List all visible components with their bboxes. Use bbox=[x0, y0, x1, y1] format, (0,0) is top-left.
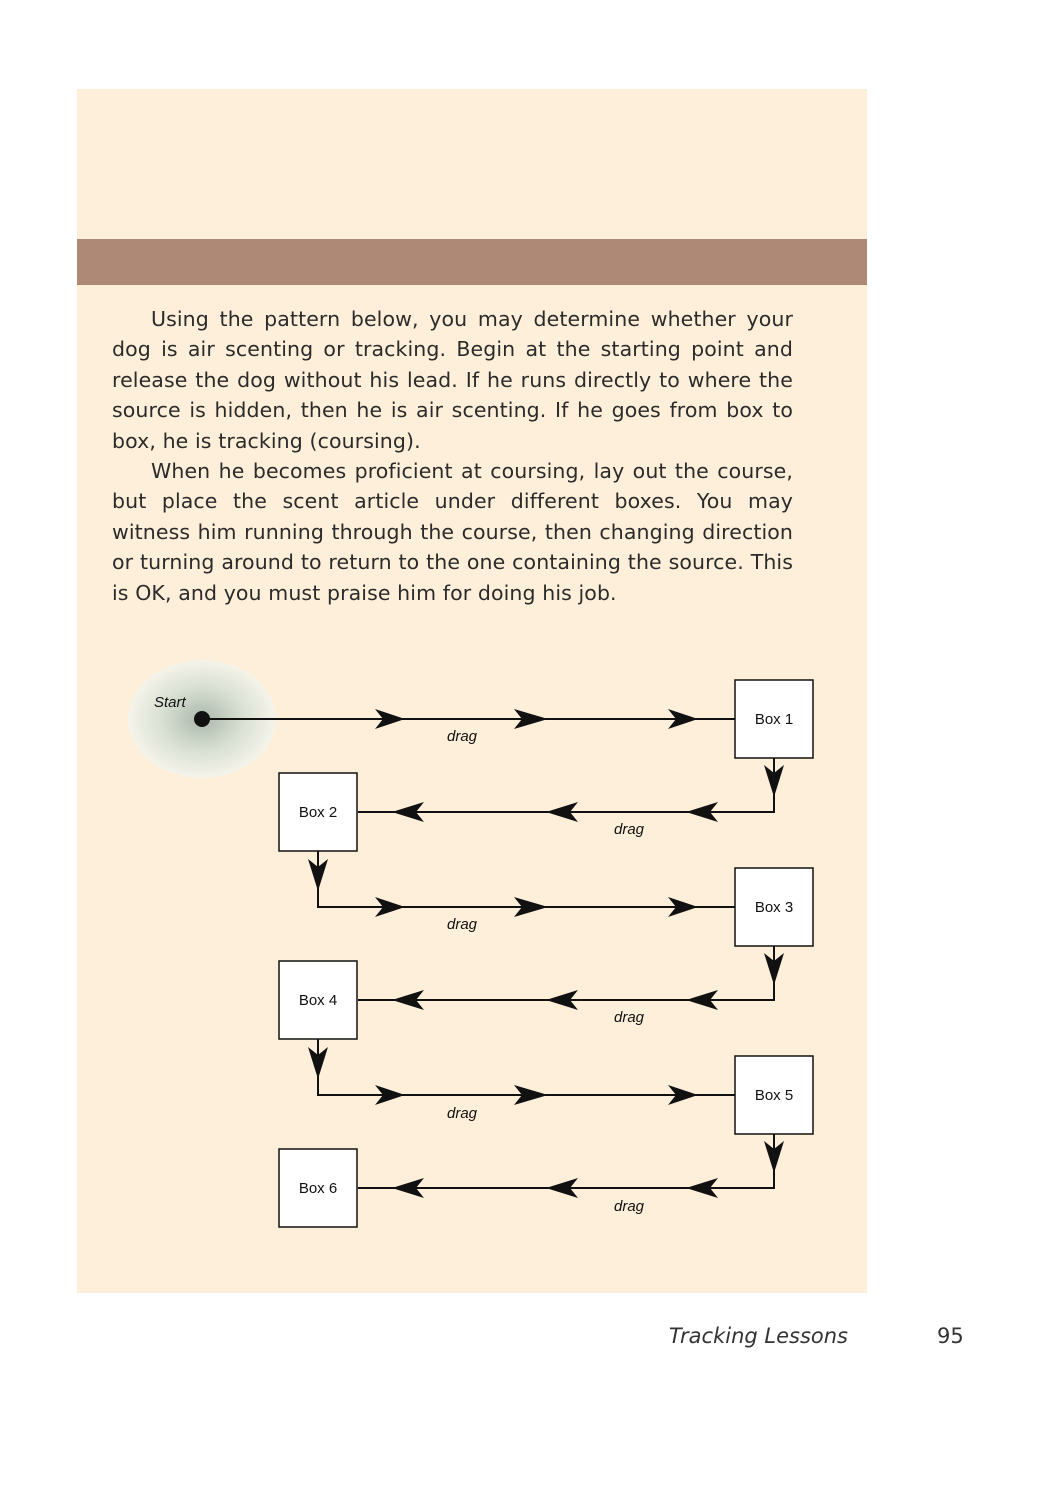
drag-label: drag bbox=[446, 728, 478, 745]
drag-label: drag bbox=[613, 821, 645, 838]
drag-label: drag bbox=[613, 1198, 645, 1215]
drag-label: drag bbox=[613, 1009, 645, 1026]
paragraph-1: Using the pattern below, you may determine whether your dog is air scenting or tracking. Begin at the starting point and release the dog without his lead. If he runs directly to where the source is hidden, then he is air scenting. If he goes from box to box, he is tracking (coursing). bbox=[112, 307, 793, 453]
page-number: 95 bbox=[937, 1324, 964, 1348]
drag-label: drag bbox=[446, 916, 478, 933]
drag-label: drag bbox=[446, 1105, 478, 1122]
box-6-label: Box 6 bbox=[298, 1180, 338, 1197]
start-label: Start bbox=[154, 694, 186, 711]
running-footer-title: Tracking Lessons bbox=[668, 1324, 848, 1348]
box-4-label: Box 4 bbox=[298, 992, 338, 1009]
box-2-label: Box 2 bbox=[298, 804, 338, 821]
box-3-label: Box 3 bbox=[754, 899, 794, 916]
box-5-label: Box 5 bbox=[754, 1087, 794, 1104]
paragraph-2: When he becomes proficient at coursing, lay out the course, but place the scent article under different boxes. You may witness him running through the course, then changing direction or turning around to return to the one containing the source. This is OK, and you must praise him for doing his job. bbox=[112, 459, 793, 605]
box-1-label: Box 1 bbox=[754, 711, 794, 728]
